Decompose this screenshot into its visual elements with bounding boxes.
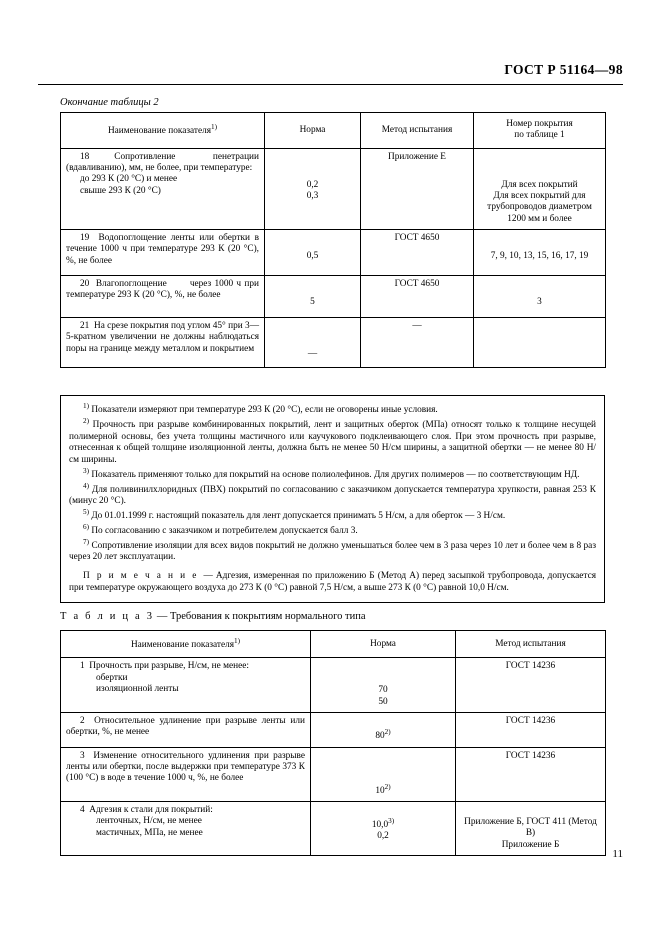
- table-header-row: [61, 113, 606, 149]
- table3-row2-name: 2 Относительное удлинение при разрыве ленты или обертки, %, не менее: [61, 713, 311, 747]
- table-3-caption: Т а б л и ц а 3 — Требования к покрытиям нормального типа: [60, 611, 366, 622]
- table3-row1-method: ГОСТ 14236: [456, 658, 606, 713]
- table2-row3-coating: 3: [474, 275, 606, 317]
- footnote-6: $^{6)}$ По согласованию с заказчиком и потребителем допускается балл 3.: [83, 522, 358, 536]
- table-2: [60, 112, 606, 368]
- table2-row2-norm: 0,5: [265, 229, 361, 275]
- table3-row3-method: ГОСТ 14236: [456, 747, 606, 801]
- table2-row4-method: —: [361, 317, 474, 367]
- table2-col-norm: Норма: [265, 113, 361, 149]
- table2-row1-norm: 0,2 0,3: [265, 148, 361, 229]
- footnote-5: $^{5)}$ До 01.01.1999 г. настоящий показатель для лент допускается принимать 5 Н/см, а для оберток — 3 Н/см.: [83, 508, 506, 522]
- table3-row2-norm: 80$^{2)}$: [311, 713, 456, 747]
- table3-row4-name: 4 Адгезия к стали для покрытий: ленточных, Н/см, не менее мастичных, МПа, не менее: [61, 801, 311, 855]
- table2-col-name: Наименование показателя$^{1)}$: [61, 113, 265, 149]
- table3-row3-name: 3 Изменение относительного удлинения при разрыве ленты или обертки, после выдержки при температуре 373 К (100 °С) в воде в течение 1000 ч, %, не более: [61, 747, 311, 801]
- table3-row3-norm: 10$^{2)}$: [311, 747, 456, 801]
- table-3: [60, 630, 606, 856]
- table-row: [61, 747, 606, 801]
- table2-row1-name: 18 Сопротивление пенетрации (вдавливанию), мм, не более, при температуре: до 293 К (20 °С) и менее свыше 293 К (20 °С): [61, 148, 265, 229]
- table2-row2-name: 19 Водопоглощение ленты или обертки в течение 1000 ч при температуре 293 К (20 °С), %, не более: [61, 229, 265, 275]
- table3-col-name: Наименование показателя$^{1)}$: [61, 631, 311, 658]
- table3-col-norm: Норма: [311, 631, 456, 658]
- page-header-standard: ГОСТ Р 51164—98: [504, 62, 623, 77]
- table2-row4-name: 21 На срезе покрытия под углом 45° при 3—5-кратном увеличении не должны наблюдаться поры на границе между металлом и покрытием: [61, 317, 265, 367]
- table-row: [61, 229, 606, 275]
- footnote-4: $^{4)}$ Для поливинилхлоридных (ПВХ) покрытий по согласованию с заказчиком допускается температура хрупкости, равная 253 К (минус 20 °С).: [69, 481, 596, 507]
- table2-row2-method: ГОСТ 4650: [361, 229, 474, 275]
- table2-row2-coating: 7, 9, 10, 13, 15, 16, 17, 19: [474, 229, 606, 275]
- table-row: [61, 148, 606, 229]
- footnote-3: $^{3)}$ Показатель применяют только для покрытий на основе полиолефинов. Для других полимеров — по соответствующим НД.: [83, 466, 580, 480]
- table2-row3-name: 20 Влагопоглощение через 1000 ч при температуре 293 К (20 °С), %, не более: [61, 275, 265, 317]
- footnote-marker: 1): [234, 637, 241, 645]
- table-row: [61, 801, 606, 855]
- table-row: [61, 317, 606, 367]
- table3-row2-method: ГОСТ 14236: [456, 713, 606, 747]
- table3-row4-method: Приложение Б, ГОСТ 411 (Метод В) Приложение Б: [456, 801, 606, 855]
- header-divider: [38, 84, 623, 85]
- table-header-row: [61, 631, 606, 658]
- footnote-marker: 1): [211, 123, 218, 132]
- table3-row1-norm: 70 50: [311, 658, 456, 713]
- table-row: [61, 713, 606, 747]
- table-row: [61, 275, 606, 317]
- table-row: [61, 658, 606, 713]
- footnote-2: $^{2)}$ Прочность при разрыве комбинированных покрытий, лент и защитных оберток (МПа) относят только к толщине несущей полимерной основы, без учета толщины мастичного или каучукового подклеивающего слоя. При этом прочность при разрыве, отнесенная к общей толщине изоляционной ленты, должна быть не менее 50 Н/см ширины, а защитной обертки — не менее 80 Н/см ширины.: [69, 416, 596, 465]
- table3-row1-name: 1 Прочность при разрыве, Н/см, не менее: обертки изоляционной ленты: [61, 658, 311, 713]
- table2-footnotes: [60, 395, 605, 603]
- table2-row3-norm: 5: [265, 275, 361, 317]
- page-number: 11: [612, 848, 623, 860]
- table2-continuation-label: Окончание таблицы 2: [60, 97, 159, 108]
- table2-row3-method: ГОСТ 4650: [361, 275, 474, 317]
- table2-row1-method: Приложение Е: [361, 148, 474, 229]
- footnote-1: $^{1)}$ Показатели измеряют при температуре 293 К (20 °С), если не оговорены иные условия.: [83, 402, 438, 416]
- table2-row1-coating: Для всех покрытий Для всех покрытий для трубопроводов диаметром 1200 мм и более: [474, 148, 606, 229]
- table3-row4-norm: 10,0$^{3)}$ 0,2: [311, 801, 456, 855]
- table2-note: П р и м е ч а н и е — Адгезия, измеренная по приложению Б (Метод А) перед засыпкой трубопровода, допускается при температуре окружающего воздуха до 273 К (0 °С) равной 7,5 Н/см, а выше 273 К (0 °С) равной 10,0 Н/см.: [69, 571, 597, 593]
- table2-col-method: Метод испытания: [361, 113, 474, 149]
- table2-col-coating: Номер покрытия по таблице 1: [474, 113, 606, 149]
- table2-row4-coating: [474, 317, 606, 367]
- footnote-7: $^{7)}$ Сопротивление изоляции для всех видов покрытий не должно уменьшаться более чем в 3 раза через 10 лет и более чем в 8 раз через 20 лет эксплуатации.: [69, 537, 596, 563]
- table3-col-method: Метод испытания: [456, 631, 606, 658]
- table2-row4-norm: —: [265, 317, 361, 367]
